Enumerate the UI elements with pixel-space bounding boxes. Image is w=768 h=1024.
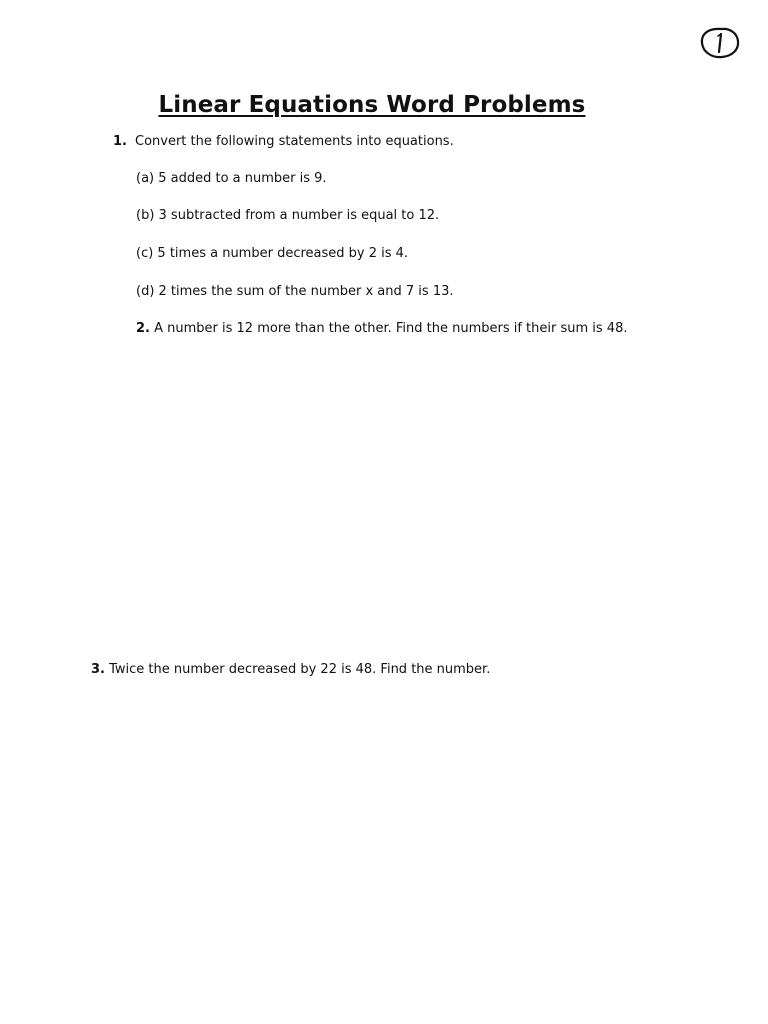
worksheet-title: Linear Equations Word Problems	[158, 92, 586, 118]
question-3-number: 3.	[91, 662, 105, 677]
question-2	[136, 321, 627, 337]
question-1-part-a: (a) 5 added to a number is 9.	[136, 171, 327, 186]
page-number-text	[699, 60, 700, 61]
question-1-number: 1.	[113, 134, 127, 149]
question-2-text: A number is 12 more than the other. Find the numbers if their sum is 48.	[154, 321, 628, 336]
question-3	[91, 662, 490, 678]
question-2-number: 2.	[136, 321, 150, 336]
question-3-text: Twice the number decreased by 22 is 48. Find the number.	[109, 662, 491, 677]
handwritten-page-number	[699, 26, 741, 60]
circled-number-icon	[699, 26, 741, 60]
question-1-part-d: (d) 2 times the sum of the number x and 7 is 13.	[136, 284, 454, 299]
question-1-text: Convert the following statements into equations.	[135, 134, 454, 149]
question-1	[113, 134, 454, 150]
question-1-part-b: (b) 3 subtracted from a number is equal to 12.	[136, 208, 440, 223]
question-1-part-c: (c) 5 times a number decreased by 2 is 4.	[136, 246, 409, 261]
